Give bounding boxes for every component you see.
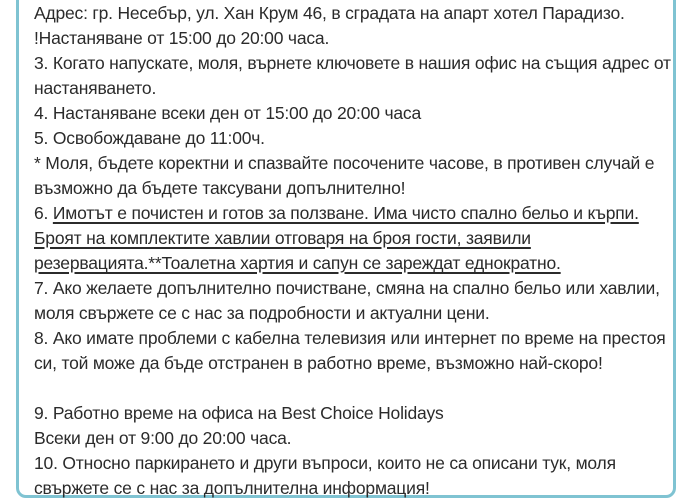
text-line: [34, 51, 671, 76]
text-line: [34, 101, 663, 126]
text-line-text: моля свържете се с нас за подробности и актуални цени.: [34, 303, 490, 323]
text-line-text: Адрес: гр. Несебър, ул. Хан Крум 46, в сградата на апарт хотел Парадизо.: [34, 3, 625, 23]
document-text-block: [34, 1, 671, 500]
text-line: [34, 201, 663, 226]
text-line-text: Имотът е почистен и готов за ползване. Има чисто спално бельо и кърпи.: [52, 203, 639, 223]
text-line: [34, 376, 663, 401]
text-line-text: 7. Ако желаете допълнително почистване, смяна на спално бельо или хавлии,: [34, 278, 660, 298]
text-line-text: Всеки ден от 9:00 до 20:00 часа.: [34, 428, 292, 448]
text-line: [34, 251, 663, 276]
text-line: [34, 426, 663, 451]
text-line: [34, 451, 663, 476]
text-line-text: Броят на комплектите хавлии отговаря на броя гости, заявили: [34, 228, 531, 248]
text-line-prefix: 6.: [34, 203, 53, 223]
text-line: [34, 226, 663, 251]
text-line-text: 9. Работно време на офиса на Best Choice Holidays: [34, 403, 444, 423]
text-line-text: 3. Когато напускате, моля, върнете ключовете в нашия офис на същия адрес от: [34, 53, 671, 73]
text-line-text: 4. Настаняване всеки ден от 15:00 до 20:00 часа: [34, 103, 421, 123]
text-line: [34, 76, 663, 101]
text-line: [34, 176, 663, 201]
text-line-text: възможно да бъдете таксувани допълнително!: [34, 178, 406, 198]
text-line-text: свържете се с нас за допълнителна информация!: [34, 478, 430, 498]
text-line-text: !Настаняване от 15:00 до 20:00 часа.: [34, 28, 330, 48]
text-line: [34, 476, 663, 500]
text-line-text: настаняването.: [34, 78, 157, 98]
text-line-text: 8. Ако имате проблеми с кабелна телевизия или интернет по време на престоя: [34, 328, 666, 348]
document-border-box: [16, 0, 676, 498]
text-line-text: резервацията.**Тоалетна хартия и сапун се зареждат еднократно.: [34, 253, 561, 273]
text-line: [34, 1, 663, 26]
text-line: [34, 326, 666, 351]
text-line-text: си, той може да бъде отстранен в работно време, възможно най-скоро!: [34, 353, 603, 373]
text-line: [34, 151, 663, 176]
text-line-text: 10. Относно паркирането и други въпроси, които не са описани тук, моля: [34, 453, 616, 473]
text-line: [34, 26, 663, 51]
text-line: [34, 126, 663, 151]
text-line: [34, 276, 663, 301]
text-line-text: 5. Освобождаване до 11:00ч.: [34, 128, 265, 148]
text-line: [34, 351, 663, 376]
text-line: [34, 401, 663, 426]
text-line-text: * Моля, бъдете коректни и спазвайте посочените часове, в противен случай е: [34, 153, 655, 173]
text-line: [34, 301, 663, 326]
